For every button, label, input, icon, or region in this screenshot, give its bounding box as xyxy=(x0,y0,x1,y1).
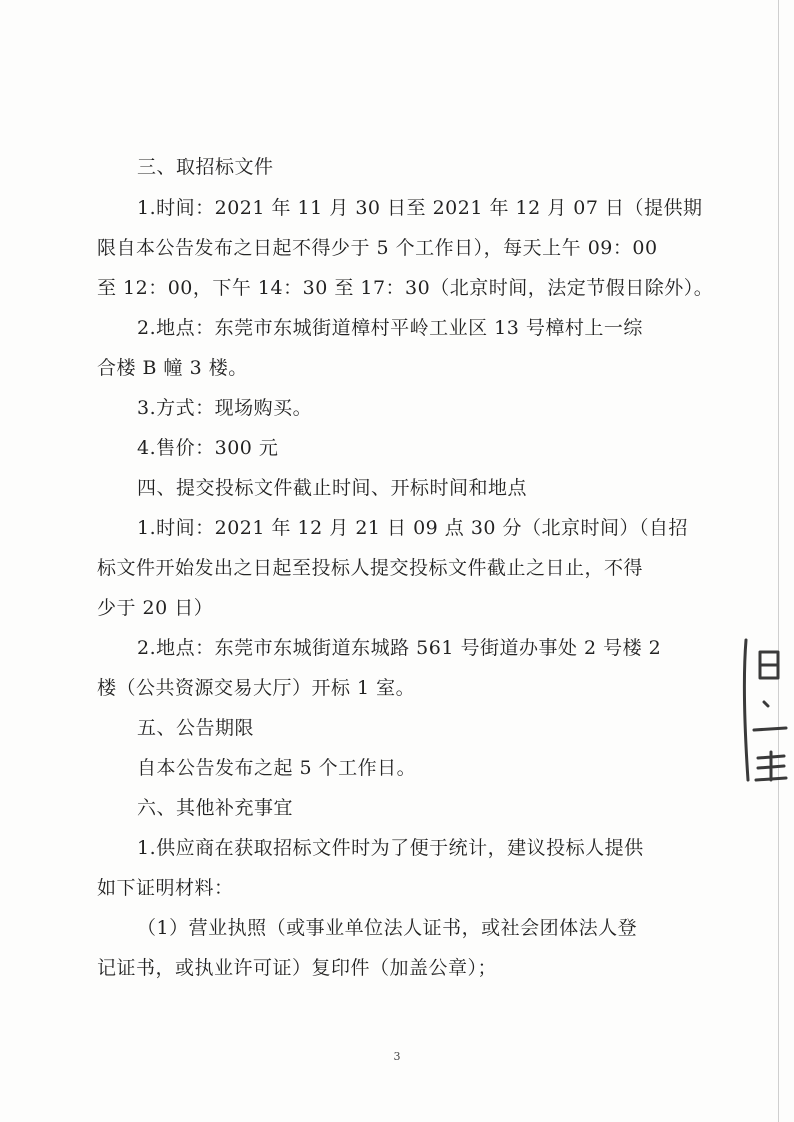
page-number: 3 xyxy=(393,1050,401,1063)
paragraph-line: 1.供应商在获取招标文件时为了便于统计，建议投标人提供 xyxy=(137,837,644,859)
paragraph-line: 2.地点：东莞市东城街道东城路 561 号街道办事处 2 号楼 2 xyxy=(137,637,662,659)
paragraph-line: 1.时间：2021 年 12 月 21 日 09 点 30 分（北京时间）（自招 xyxy=(137,517,689,539)
paragraph-line: 至 12：00，下午 14：30 至 17：30（北京时间，法定节假日除外）。 xyxy=(97,277,714,299)
paragraph-line: 2.地点：东莞市东城街道樟村平岭工业区 13 号樟村上一综 xyxy=(137,317,643,339)
paragraph-line: 如下证明材料： xyxy=(97,877,234,899)
seal-stamp-fragment xyxy=(738,630,794,795)
page-edge-line xyxy=(778,0,779,1122)
paragraph-line: 少于 20 日） xyxy=(97,597,214,619)
paragraph-line: （1）营业执照（或事业单位法人证书，或社会团体法人登 xyxy=(137,917,638,939)
paragraph-line: 标文件开始发出之日起至投标人提交投标文件截止之日止，不得 xyxy=(97,557,644,579)
heading-section-5: 五、公告期限 xyxy=(137,717,255,739)
heading-section-4: 四、提交投标文件截止时间、开标时间和地点 xyxy=(137,477,528,499)
paragraph-line: 楼（公共资源交易大厅）开标 1 室。 xyxy=(97,677,416,699)
paragraph-line: 3.方式：现场购买。 xyxy=(137,397,313,419)
paragraph-line: 限自本公告发布之日起不得少于 5 个工作日），每天上午 09：00 xyxy=(97,237,658,259)
paragraph-line: 合楼 B 幢 3 楼。 xyxy=(97,357,248,379)
paragraph-line: 4.售价：300 元 xyxy=(137,437,279,459)
paragraph-line: 记证书，或执业许可证）复印件（加盖公章）； xyxy=(97,957,498,979)
heading-section-6: 六、其他补充事宜 xyxy=(137,797,294,819)
paragraph-line: 1.时间：2021 年 11 月 30 日至 2021 年 12 月 07 日（提供期 xyxy=(137,197,703,219)
paragraph-line: 自本公告发布之起 5 个工作日。 xyxy=(137,757,417,779)
heading-section-3: 三、取招标文件 xyxy=(137,156,274,178)
